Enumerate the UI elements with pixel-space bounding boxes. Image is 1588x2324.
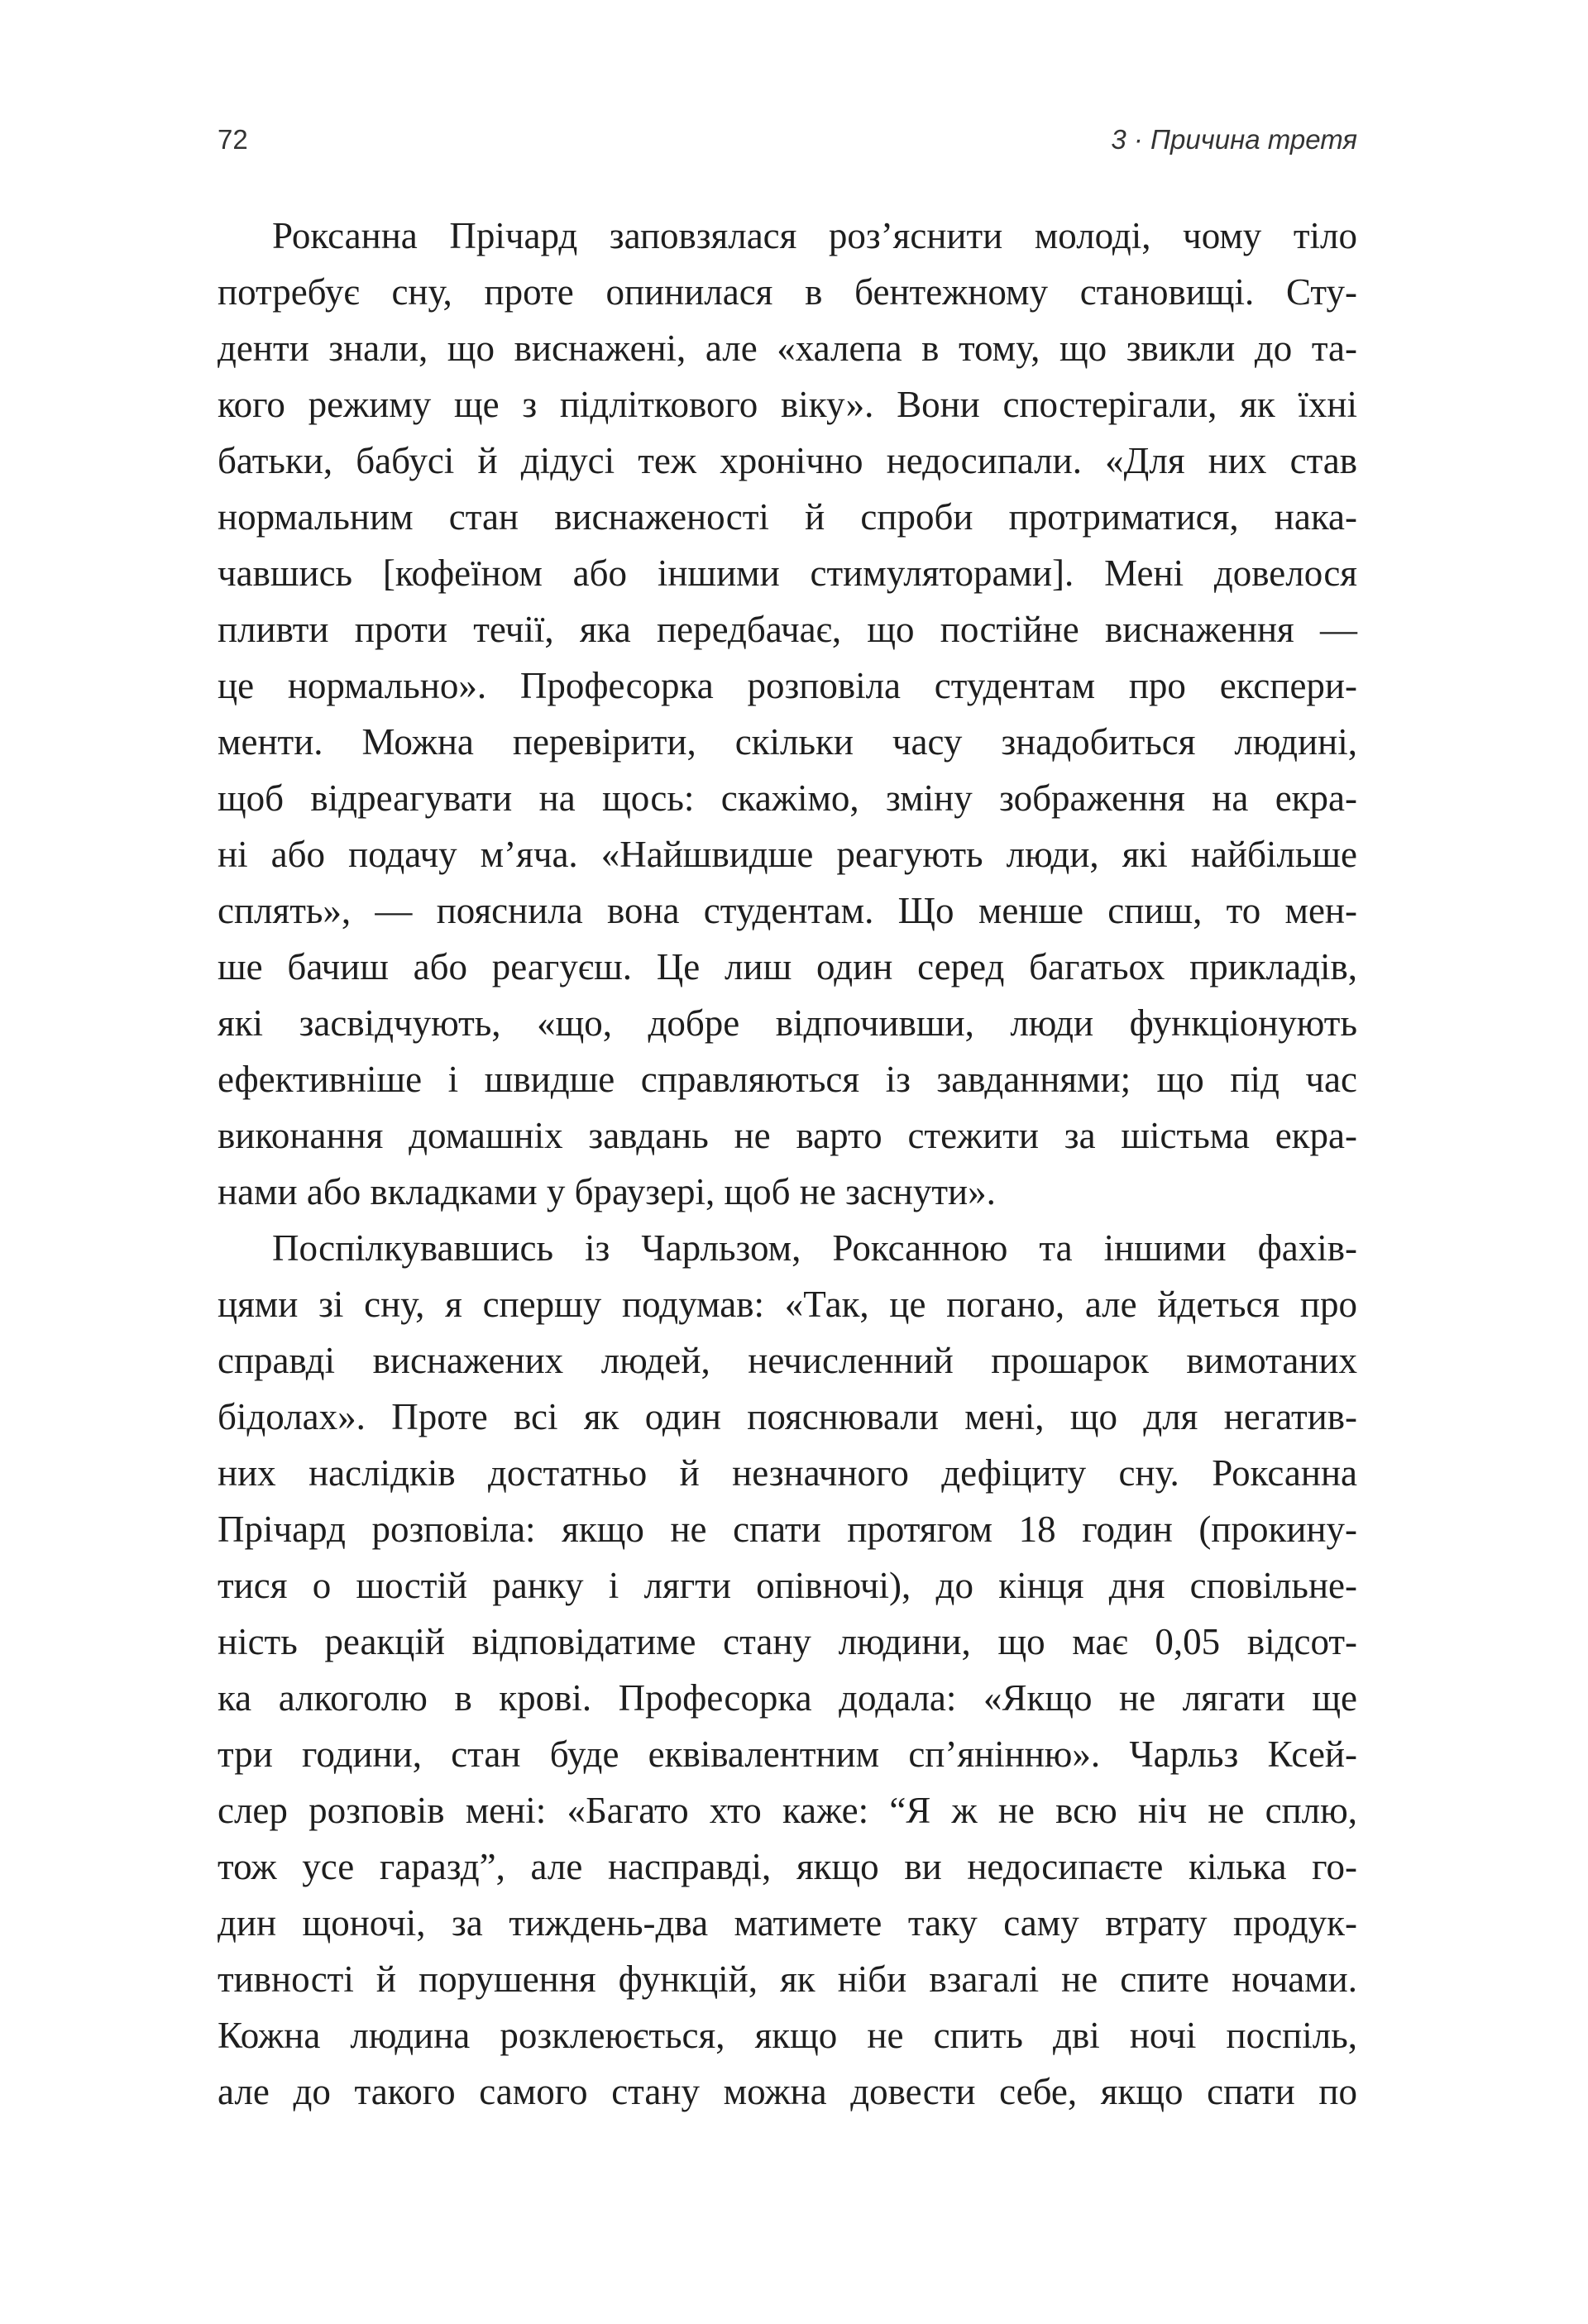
text-line: чавшись [кофеїном або іншими стимуляторами]. Мені довелося [218, 552, 1357, 594]
text-line: тися о шостій ранку і лягти опівночі), до кінця дня сповільне- [218, 1565, 1357, 1606]
text-line: щоб відреагувати на щось: скажімо, зміну зображення на екра- [218, 777, 1357, 819]
page-number: 72 [218, 124, 248, 155]
text-line: пливти проти течії, яка передбачає, що постійне виснаження — [218, 609, 1357, 650]
paragraph [218, 1220, 1357, 2120]
text-line: ефективніше і швидше справляються із завданнями; що під час [218, 1059, 1357, 1100]
running-title: 3 · Причина третя [1111, 124, 1357, 155]
text-line: Прічард розповіла: якщо не спати протягом 18 годин (прокину- [218, 1509, 1357, 1550]
text-line: справді виснажених людей, нечисленний прошарок вимотаних [218, 1340, 1357, 1381]
text-line: дин щоночі, за тиждень-два матимете таку саму втрату продук- [218, 1902, 1357, 1944]
page-header [218, 117, 1357, 164]
text-line: нормальним стан виснаженості й спроби протриматися, нака- [218, 496, 1357, 538]
text-line: ні або подачу м’яча. «Найшвидше реагують люди, які найбільше [218, 834, 1357, 875]
text-line: них наслідків достатньо й незначного дефіциту сну. Роксанна [218, 1452, 1357, 1494]
text-line: потребує сну, проте опинилася в бентежному становищі. Сту- [218, 271, 1357, 313]
text-line: слер розповів мені: «Багато хто каже: “Я ж не всю ніч не сплю, [218, 1790, 1357, 1831]
text-line: тож усе гаразд”, але насправді, якщо ви недосипаєте кілька го- [218, 1846, 1357, 1887]
text-line: виконання домашніх завдань не варто стежити за шістьма екра- [218, 1115, 1357, 1156]
text-line: ка алкоголю в крові. Професорка додала: «Якщо не лягати ще [218, 1677, 1357, 1719]
text-line: Роксанна Прічард заповзялася роз’яснити молоді, чому тіло [272, 215, 1357, 256]
text-line: це нормально». Професорка розповіла студентам про експери- [218, 665, 1357, 706]
body-text [218, 208, 1357, 2120]
text-line: три години, стан буде еквівалентним сп’янінню». Чарльз Ксей- [218, 1733, 1357, 1775]
text-line: бідолах». Проте всі як один пояснювали мені, що для негатив- [218, 1396, 1357, 1437]
paragraph [218, 208, 1357, 1220]
text-line: сплять», — пояснила вона студентам. Що менше спиш, то мен- [218, 890, 1357, 931]
text-line: але до такого самого стану можна довести себе, якщо спати по [218, 2071, 1357, 2112]
text-line: менти. Можна перевірити, скільки часу знадобиться людині, [218, 721, 1357, 763]
text-line: цями зі сну, я спершу подумав: «Так, це погано, але йдеться про [218, 1284, 1357, 1325]
text-line: ше бачиш або реагуєш. Це лиш один серед багатьох прикладів, [218, 946, 1357, 987]
text-line: кого режиму ще з підліткового віку». Вони спостерігали, як їхні [218, 384, 1357, 425]
text-line: тивності й порушення функцій, як ніби взагалі не спите ночами. [218, 1958, 1357, 2000]
text-line: батьки, бабусі й дідусі теж хронічно недосипали. «Для них став [218, 440, 1357, 481]
text-line: нами або вкладками у браузері, щоб не заснути». [218, 1171, 996, 1212]
text-line: які засвідчують, «що, добре відпочивши, люди функціонують [218, 1002, 1357, 1044]
text-line: ність реакцій відповідатиме стану людини, що має 0,05 відсот- [218, 1621, 1357, 1662]
text-line: Поспілкувавшись із Чарльзом, Роксанною та іншими фахів- [272, 1227, 1357, 1269]
text-line: денти знали, що виснажені, але «халепа в тому, що звикли до та- [218, 328, 1357, 369]
text-line: Кожна людина розклеюється, якщо не спить дві ночі поспіль, [218, 2015, 1357, 2056]
